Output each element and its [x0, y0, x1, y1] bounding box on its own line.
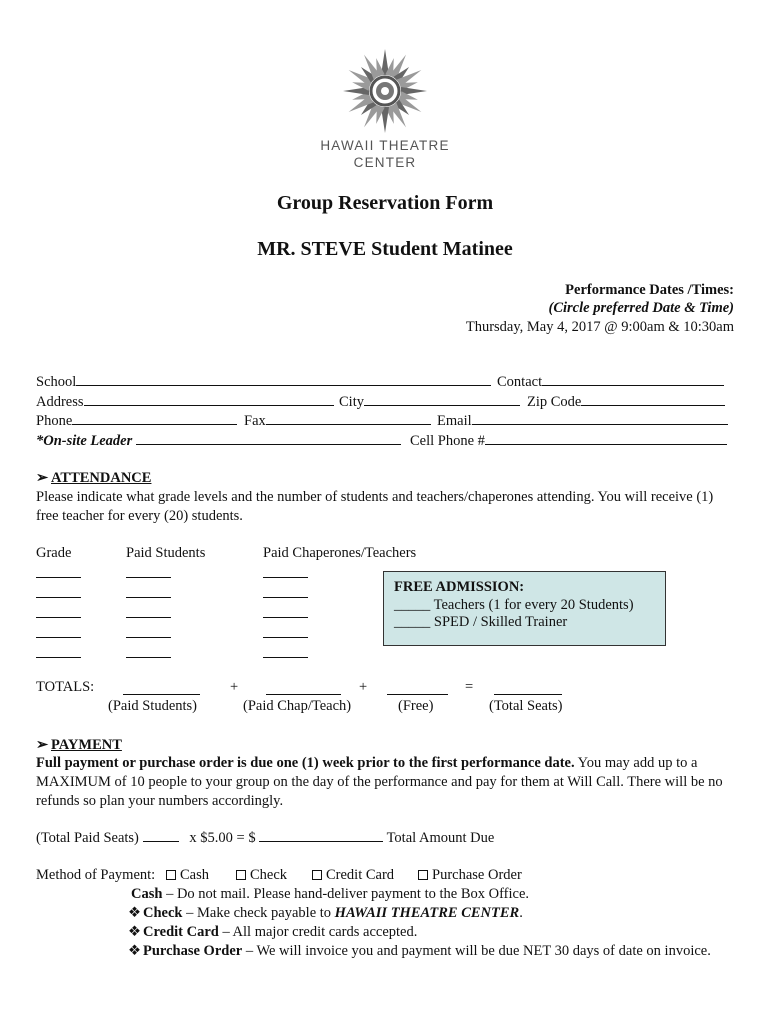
total-seats-line[interactable] — [494, 694, 562, 695]
email-label: Email — [437, 413, 472, 429]
fax-field[interactable] — [244, 412, 431, 430]
total-paid-seats-input[interactable] — [143, 829, 179, 842]
cell-phone-label: Cell Phone # — [410, 433, 485, 449]
plus-sign-2: + — [359, 679, 368, 695]
paid-chaperones-entry-line[interactable] — [263, 577, 308, 578]
grade-entry-line[interactable] — [36, 577, 81, 578]
sunburst-logo — [340, 46, 430, 136]
grade-entry-line[interactable] — [36, 617, 81, 618]
grade-column-header: Grade — [36, 545, 72, 561]
amount-calculation: (Total Paid Seats) x $5.00 = $ Total Amount Due — [36, 830, 495, 846]
paid-students-entry-line[interactable] — [126, 577, 171, 578]
paid-students-caption: (Paid Students) — [108, 698, 198, 714]
cash-checkbox[interactable]: Cash — [166, 867, 209, 884]
free-sped-line[interactable]: _____ SPED / Skilled Trainer — [394, 614, 568, 630]
paid-chaperones-entry-line[interactable] — [263, 617, 308, 618]
performance-heading: Performance Dates /Times: — [565, 282, 734, 298]
performance-date: Thursday, May 4, 2017 @ 9:00am & 10:30am — [465, 319, 734, 335]
fax-label: Fax — [244, 413, 266, 429]
contact-label: Contact — [497, 374, 543, 390]
paid-students-entry-line[interactable] — [126, 597, 171, 598]
total-paid-chap-line[interactable] — [266, 694, 341, 695]
payment-heading: ➢ PAYMENT — [36, 737, 122, 753]
attendance-heading: ➢ ATTENDANCE — [36, 470, 152, 486]
checkbox-icon — [166, 870, 176, 880]
school-field[interactable] — [36, 373, 491, 391]
total-free-line[interactable] — [387, 694, 448, 695]
leader-field[interactable] — [36, 432, 401, 450]
paid-chaperones-entry-line[interactable] — [263, 637, 308, 638]
amount-due-input[interactable] — [259, 829, 383, 842]
paid-students-column-header: Paid Students — [126, 545, 206, 561]
paid-students-entry-line[interactable] — [126, 637, 171, 638]
free-teachers-line[interactable]: _____ Teachers (1 for every 20 Students) — [394, 597, 634, 613]
checkbox-icon — [312, 870, 322, 880]
method-of-payment-label: Method of Payment: — [36, 867, 156, 883]
address-label: Address — [36, 394, 84, 410]
event-title: MR. STEVE Student Matinee — [257, 238, 513, 260]
paid-chap-caption: (Paid Chap/Teach) — [243, 698, 352, 714]
paid-students-entry-line[interactable] — [126, 617, 171, 618]
city-field[interactable] — [339, 393, 520, 411]
phone-label: Phone — [36, 413, 73, 429]
cell-phone-field[interactable] — [410, 432, 727, 450]
city-label: City — [339, 394, 364, 410]
address-field[interactable] — [36, 393, 334, 411]
credit-card-checkbox[interactable]: Credit Card — [312, 867, 394, 884]
purchase-order-checkbox[interactable]: Purchase Order — [418, 867, 522, 884]
school-label: School — [36, 374, 77, 390]
free-caption: (Free) — [398, 698, 434, 714]
email-field[interactable] — [437, 412, 728, 430]
form-title: Group Reservation Form — [276, 192, 494, 214]
total-paid-students-line[interactable] — [123, 694, 200, 695]
paid-students-entry-line[interactable] — [126, 657, 171, 658]
paid-chaperones-entry-line[interactable] — [263, 657, 308, 658]
payment-text: Full payment or purchase order is due one (1) week prior to the first performance date. You may add up to a MAXIMUM of 10 people to your group on the day of the performance and pay for them at Will Call. There will be no refunds so plan your numbers accordingly. — [36, 755, 723, 809]
grade-entry-line[interactable] — [36, 657, 81, 658]
credit-card-instruction: ❖ Credit Card – All major credit cards accepted. — [128, 924, 418, 940]
leader-label: *On-site Leader — [36, 433, 133, 449]
contact-field[interactable] — [497, 373, 724, 391]
org-name-line1: HAWAII THEATRE — [320, 138, 450, 153]
totals-label: TOTALS: — [36, 679, 95, 695]
attendance-text: Please indicate what grade levels and the number of students and teachers/chaperones attending. You will receive (1) free teacher for every (20) students. — [36, 489, 714, 524]
zip-label: Zip Code — [527, 394, 582, 410]
phone-field[interactable] — [36, 412, 237, 430]
org-name-line2: CENTER — [353, 155, 417, 170]
paid-chaperones-entry-line[interactable] — [263, 597, 308, 598]
checkbox-icon — [418, 870, 428, 880]
check-instruction: ❖ Check – Make check payable to HAWAII THEATRE CENTER. — [128, 905, 523, 921]
equals-sign: = — [465, 679, 474, 695]
paid-chaperones-column-header: Paid Chaperones/Teachers — [263, 545, 417, 561]
plus-sign-1: + — [230, 679, 239, 695]
diamond-bullet-icon: ❖ — [128, 924, 141, 940]
zip-field[interactable] — [527, 393, 725, 411]
grade-entry-line[interactable] — [36, 597, 81, 598]
checkbox-icon — [236, 870, 246, 880]
diamond-bullet-icon: ❖ — [128, 943, 141, 959]
diamond-bullet-icon: ❖ — [128, 905, 141, 921]
arrow-right-icon: ➢ — [36, 470, 49, 486]
free-admission-heading: FREE ADMISSION: — [394, 579, 525, 595]
check-checkbox[interactable]: Check — [236, 867, 287, 884]
purchase-order-instruction: ❖ Purchase Order – We will invoice you and payment will be due NET 30 days of date on invoice. — [128, 943, 711, 959]
total-seats-caption: (Total Seats) — [489, 698, 563, 714]
free-admission-box — [383, 571, 666, 646]
grade-entry-line[interactable] — [36, 637, 81, 638]
arrow-right-icon: ➢ — [36, 737, 49, 753]
performance-note: (Circle preferred Date & Time) — [548, 300, 734, 316]
cash-instruction: Cash – Do not mail. Please hand-deliver payment to the Box Office. — [131, 886, 530, 902]
